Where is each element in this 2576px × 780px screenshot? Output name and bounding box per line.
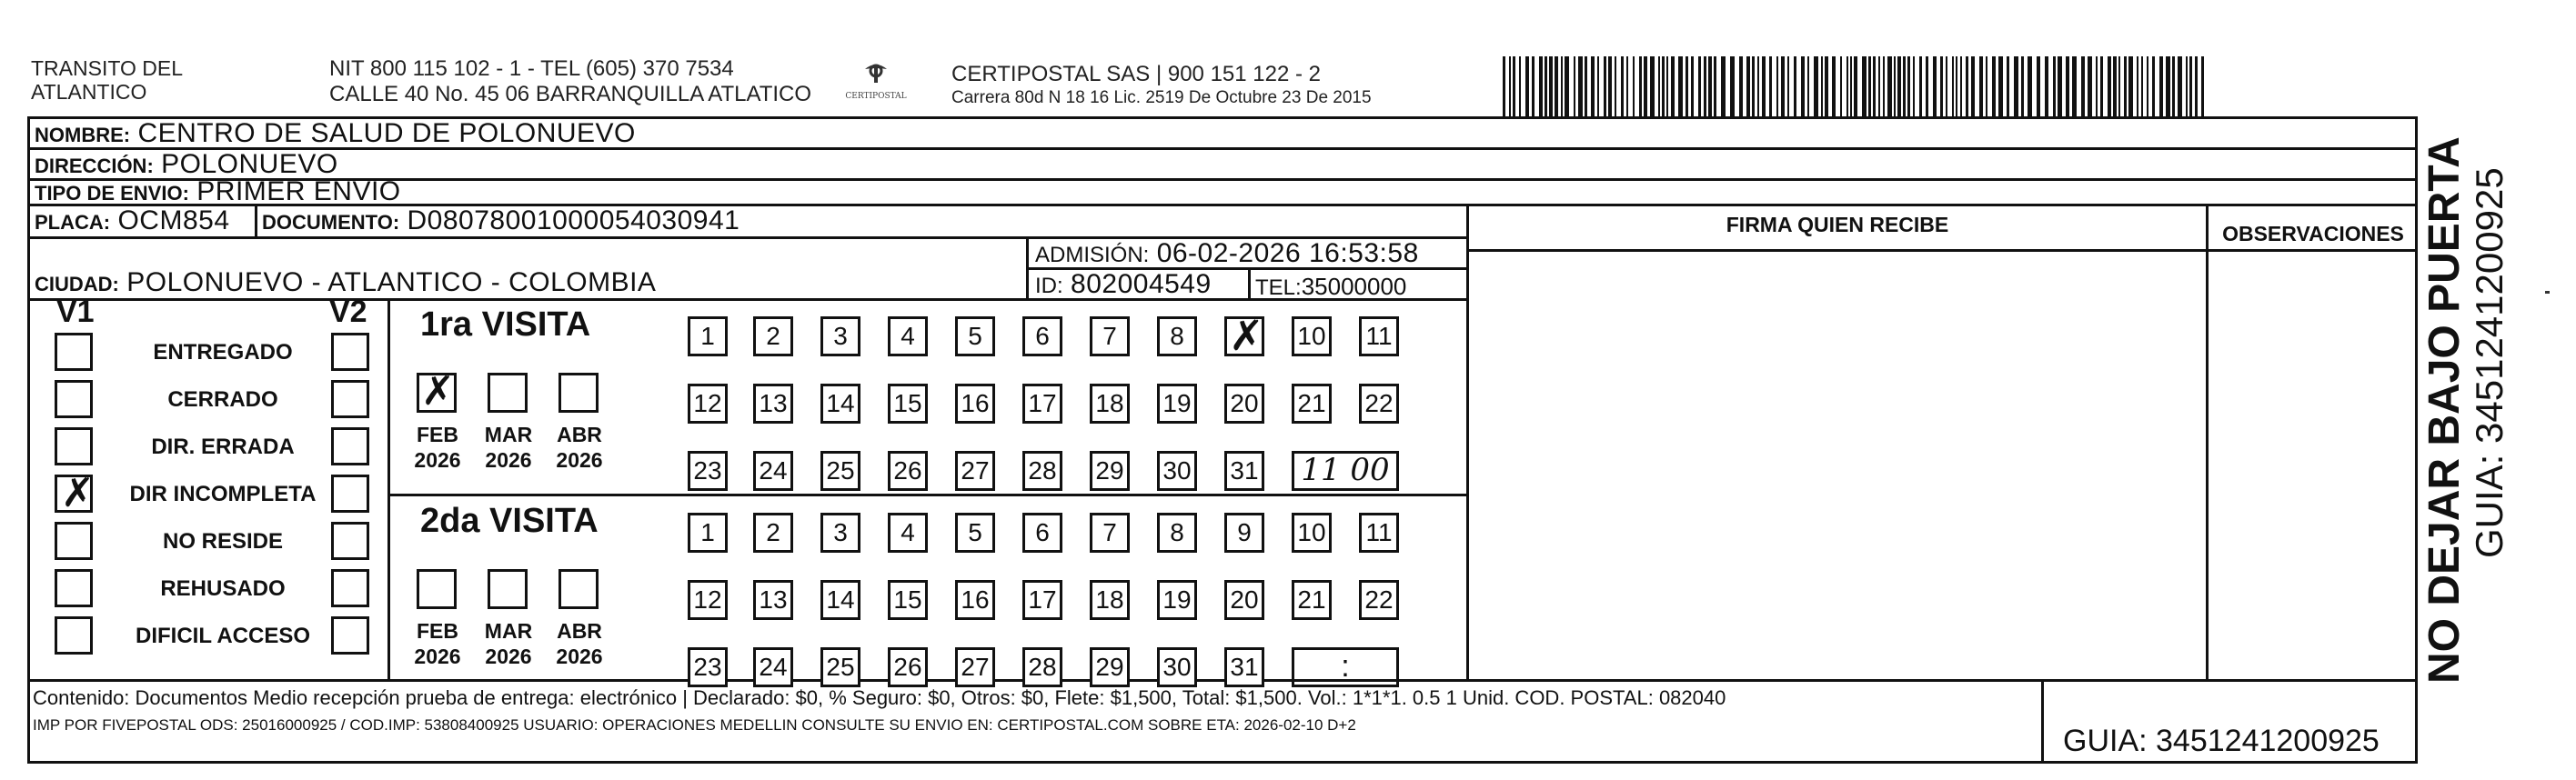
check-mark-icon: ✗	[1229, 311, 1264, 360]
barcode-bar	[2152, 56, 2155, 116]
barcode-bar	[1746, 56, 1750, 116]
day-box[interactable]: 19	[1157, 580, 1197, 620]
admision-cell	[1035, 238, 1419, 271]
day-box[interactable]: 28	[1022, 647, 1062, 687]
status-label: REHUSADO	[160, 576, 286, 601]
barcode-bar	[1825, 56, 1828, 116]
month-label	[410, 422, 465, 473]
check-mark-icon: ✗	[61, 470, 95, 516]
barcode-bar	[2028, 56, 2032, 116]
barcode-bar	[2096, 56, 2098, 116]
barcode-bar	[1585, 56, 1587, 116]
barcode-bar	[1539, 56, 1543, 116]
barcode-bar	[2159, 56, 2163, 116]
barcode-bar	[1608, 56, 1612, 116]
barcode-bar	[1730, 56, 1735, 116]
status-v1-checkbox[interactable]	[55, 427, 93, 465]
barcode-bar	[1666, 56, 1668, 116]
status-v1-checkbox[interactable]	[55, 569, 93, 607]
barcode-bar	[1926, 56, 1928, 116]
day-box[interactable]: 19	[1157, 384, 1197, 424]
day-box[interactable]: 22	[1359, 580, 1399, 620]
month-name: FEB	[417, 619, 458, 643]
day-box[interactable]: 3	[820, 513, 860, 553]
barcode-bar	[1966, 56, 1968, 116]
barcode-bar	[1555, 56, 1558, 116]
day-box[interactable]: 10	[1292, 316, 1332, 356]
barcode-bar	[2007, 56, 2009, 116]
day-box[interactable]: 13	[753, 580, 793, 620]
placa-cell	[35, 205, 230, 238]
barcode-bar	[1626, 56, 1628, 116]
barcode-bar	[1832, 56, 1836, 116]
barcode-bar	[1850, 56, 1852, 116]
barcode-bar	[2147, 56, 2148, 116]
day-box[interactable]: 11	[1359, 316, 1399, 356]
month-name: FEB	[417, 423, 458, 446]
admision-value: 06-02-2026 16:53:58	[1156, 238, 1419, 268]
tipo-envio-label: TIPO DE ENVIO:	[35, 182, 189, 205]
barcode-bar	[2195, 56, 2198, 116]
barcode-bar	[1662, 56, 1665, 116]
day-box[interactable]: 3	[820, 316, 860, 356]
barcode-bar	[1644, 56, 1647, 116]
tipo-envio-value: PRIMER ENVIO	[196, 176, 401, 206]
barcode-bar	[1513, 56, 1515, 116]
barcode-bar	[1685, 56, 1688, 116]
imp-line: IMP POR FIVEPOSTAL ODS: 25016000925 / COD.IMP: 53808400925 USUARIO: OPERACIONES MEDELLIN CONSULTE SU ENVIO EN: CERTIPOSTAL.COM SOBRE ETA: 2026-02-10 D+2	[33, 716, 1356, 734]
day-box[interactable]: 12	[688, 580, 728, 620]
barcode-bar	[1897, 56, 1901, 116]
month-year: 2026	[485, 645, 532, 668]
barcode-bar	[1769, 56, 1772, 116]
barcode-bar	[1821, 56, 1823, 116]
month-checkbox[interactable]	[417, 569, 457, 609]
documento-value: D08078001000054030941	[407, 205, 740, 235]
barcode-bar	[1992, 56, 1996, 116]
day-box[interactable]: 17	[1022, 580, 1062, 620]
month-checkbox[interactable]	[558, 569, 599, 609]
barcode-bar	[1658, 56, 1660, 116]
day-box[interactable]: 30	[1157, 647, 1197, 687]
day-box[interactable]: 27	[955, 647, 995, 687]
month-checkbox[interactable]	[558, 373, 599, 413]
barcode-bar	[2166, 56, 2170, 116]
status-v2-checkbox[interactable]	[331, 333, 369, 371]
barcode-bar	[1986, 56, 1987, 116]
day-box[interactable]: 7	[1090, 316, 1130, 356]
firma-area[interactable]	[1469, 252, 2206, 679]
logo-text: CERTIPOSTAL	[845, 92, 907, 101]
barcode-bar	[2072, 56, 2077, 116]
status-label: DIR. ERRADA	[151, 435, 295, 459]
status-label: DIR INCOMPLETA	[129, 482, 317, 506]
status-v1-checkbox[interactable]	[55, 522, 93, 560]
status-label: CERRADO	[167, 387, 278, 412]
nombre-label: NOMBRE:	[35, 124, 131, 146]
status-label: NO RESIDE	[162, 529, 284, 554]
day-box[interactable]: 8	[1157, 513, 1197, 553]
logo-icon	[858, 60, 894, 87]
barcode-bar	[1757, 56, 1759, 116]
day-box[interactable]: 12	[688, 384, 728, 424]
barcode-bar	[2058, 56, 2062, 116]
barcode-bar	[1591, 56, 1595, 116]
barcode-bar	[1698, 56, 1701, 116]
barcode-bar	[1597, 56, 1599, 116]
barcode-bar	[1714, 56, 1716, 116]
barcode-bar	[2100, 56, 2103, 116]
day-box[interactable]: 4	[888, 316, 928, 356]
barcode-bar	[1704, 56, 1706, 116]
barcode-bar	[1794, 56, 1796, 116]
issuer-address: CALLE 40 No. 45 06 BARRANQUILLA ATLATICO	[329, 82, 812, 106]
barcode-bar	[1940, 56, 1943, 116]
day-box[interactable]: 6	[1022, 316, 1062, 356]
day-box[interactable]: 21	[1292, 580, 1332, 620]
tel-cell	[1255, 271, 1406, 304]
day-box[interactable]: 1	[688, 316, 728, 356]
day-box[interactable]: 26	[888, 451, 928, 491]
status-v1-checkbox[interactable]	[55, 380, 93, 418]
barcode-bar	[2201, 56, 2204, 116]
barcode-bar	[2118, 56, 2120, 116]
issuer-name-line1: TRANSITO DEL	[31, 56, 183, 80]
barcode	[1503, 56, 2212, 120]
issuer-nit: NIT 800 115 102 - 1 - TEL (605) 370 7534	[329, 56, 734, 81]
status-v2-checkbox[interactable]	[331, 475, 369, 513]
barcode-bar	[1846, 56, 1848, 116]
day-box[interactable]: 5	[955, 316, 995, 356]
barcode-bar	[2037, 56, 2040, 116]
status-label: DIFICIL ACCESO	[135, 624, 310, 648]
day-box[interactable]: 20	[1224, 384, 1264, 424]
barcode-bar	[2088, 56, 2092, 116]
status-v2-checkbox[interactable]	[331, 569, 369, 607]
barcode-bar	[1762, 56, 1766, 116]
day-box[interactable]: 13	[753, 384, 793, 424]
barcode-bar	[1868, 56, 1871, 116]
barcode-bar	[1549, 56, 1553, 116]
visit-title: 1ra VISITA	[420, 305, 591, 344]
barcode-bar	[1801, 56, 1805, 116]
day-box[interactable]	[1224, 311, 1264, 360]
barcode-bar	[1840, 56, 1842, 116]
day-box[interactable]: 16	[955, 384, 995, 424]
day-box[interactable]: 1	[688, 513, 728, 553]
barcode-bar	[1781, 56, 1785, 116]
barcode-bar	[1519, 56, 1521, 116]
month-year: 2026	[414, 448, 461, 472]
month-year: 2026	[485, 448, 532, 472]
documento-cell	[262, 205, 740, 238]
issuer-name-line2: ATLANTICO	[31, 80, 147, 104]
barcode-bar	[1946, 56, 1947, 116]
status-v1-checkbox[interactable]	[55, 616, 93, 655]
day-box[interactable]: 14	[820, 384, 860, 424]
day-box[interactable]: 23	[688, 647, 728, 687]
nombre-row	[35, 118, 636, 151]
day-box[interactable]: 31	[1224, 451, 1264, 491]
day-box[interactable]: 15	[888, 580, 928, 620]
month-year: 2026	[556, 448, 603, 472]
barcode-bar	[1878, 56, 1880, 116]
id-cell	[1035, 269, 1212, 302]
admision-label: ADMISIÓN:	[1035, 243, 1150, 267]
time-box[interactable]: :	[1292, 647, 1399, 687]
side-text	[2421, 0, 2512, 684]
month-year: 2026	[556, 645, 603, 668]
placa-value: OCM854	[117, 205, 230, 235]
status-v2-checkbox[interactable]	[331, 522, 369, 560]
footer-guia: GUIA: 3451241200925	[2063, 724, 2380, 758]
status-label: ENTREGADO	[153, 340, 293, 365]
barcode-bar	[1604, 56, 1606, 116]
visit-title: 2da VISITA	[420, 502, 599, 540]
barcode-bar	[1913, 56, 1915, 116]
id-label: ID:	[1035, 274, 1063, 298]
tel-label: TEL:	[1255, 275, 1302, 300]
month-checkbox[interactable]	[417, 368, 457, 415]
barcode-bar	[2113, 56, 2117, 116]
observaciones-area[interactable]	[2209, 252, 2418, 679]
barcode-bar	[1650, 56, 1655, 116]
barcode-bar	[2066, 56, 2069, 116]
barcode-bar	[1960, 56, 1962, 116]
day-box[interactable]: 15	[888, 384, 928, 424]
day-box[interactable]: 21	[1292, 384, 1332, 424]
direccion-value: POLONUEVO	[161, 149, 338, 179]
day-box[interactable]: 22	[1359, 384, 1399, 424]
barcode-bar	[2178, 56, 2182, 116]
barcode-bar	[1933, 56, 1937, 116]
barcode-bar	[1739, 56, 1743, 116]
month-name: MAR	[484, 423, 533, 446]
barcode-bar	[1615, 56, 1616, 116]
day-box[interactable]: 2	[753, 513, 793, 553]
month-label	[481, 422, 536, 473]
day-box[interactable]: 11	[1359, 513, 1399, 553]
day-box[interactable]: 6	[1022, 513, 1062, 553]
barcode-bar	[1525, 56, 1529, 116]
side-guia: GUIA: 3451241200925	[2468, 167, 2511, 558]
barcode-bar	[1998, 56, 2003, 116]
day-box[interactable]: 26	[888, 647, 928, 687]
day-box[interactable]: 20	[1224, 580, 1264, 620]
tel-value: 35000000	[1301, 273, 1407, 300]
barcode-bar	[2137, 56, 2138, 116]
barcode-bar	[1503, 56, 1505, 116]
barcode-bar	[1509, 56, 1511, 116]
day-box[interactable]: 29	[1090, 451, 1130, 491]
barcode-bar	[1919, 56, 1922, 116]
day-box[interactable]: 24	[753, 647, 793, 687]
status-v1-checkbox[interactable]	[55, 333, 93, 371]
stray-mark	[2545, 291, 2550, 294]
day-box[interactable]: 10	[1292, 513, 1332, 553]
barcode-bar	[1574, 56, 1575, 116]
day-box[interactable]: 25	[820, 647, 860, 687]
barcode-bar	[1532, 56, 1535, 116]
barcode-bar	[2081, 56, 2085, 116]
tipo-envio-row	[35, 176, 401, 209]
barcode-bar	[1578, 56, 1583, 116]
day-box[interactable]: 14	[820, 580, 860, 620]
barcode-bar	[2172, 56, 2175, 116]
day-box[interactable]: 18	[1090, 580, 1130, 620]
month-label	[410, 618, 465, 669]
barcode-bar	[1633, 56, 1635, 116]
month-name: ABR	[557, 423, 602, 446]
barcode-bar	[1956, 56, 1957, 116]
carrier-details	[951, 62, 1372, 109]
barcode-bar	[2189, 56, 2192, 116]
barcode-bar	[1639, 56, 1642, 116]
barcode-bar	[1979, 56, 1983, 116]
barcode-bar	[1708, 56, 1712, 116]
day-box[interactable]: 7	[1090, 513, 1130, 553]
day-box[interactable]: 24	[753, 451, 793, 491]
barcode-bar	[1565, 56, 1569, 116]
day-box[interactable]: 29	[1090, 647, 1130, 687]
issuer-details	[329, 56, 811, 107]
side-warning: NO DEJAR BAJO PUERTA	[2420, 136, 2469, 684]
day-box[interactable]: 18	[1090, 384, 1130, 424]
v2-header: V2	[329, 295, 367, 329]
barcode-bar	[1887, 56, 1892, 116]
observaciones-header: OBSERVACIONES	[2222, 222, 2404, 245]
barcode-bar	[2045, 56, 2048, 116]
month-checkbox[interactable]	[488, 373, 528, 413]
placa-label: PLACA:	[35, 211, 111, 234]
barcode-bar	[1862, 56, 1867, 116]
day-box[interactable]: 16	[955, 580, 995, 620]
ciudad-label: CIUDAD:	[35, 273, 119, 295]
month-name: MAR	[484, 619, 533, 643]
documento-label: DOCUMENTO:	[262, 211, 400, 234]
barcode-bar	[1776, 56, 1778, 116]
barcode-bar	[2021, 56, 2024, 116]
month-label	[481, 618, 536, 669]
barcode-bar	[2108, 56, 2111, 116]
day-box[interactable]: 31	[1224, 647, 1264, 687]
barcode-bar	[1814, 56, 1818, 116]
day-box[interactable]: 17	[1022, 384, 1062, 424]
barcode-bar	[1691, 56, 1694, 116]
barcode-bar	[1873, 56, 1876, 116]
barcode-bar	[1971, 56, 1975, 116]
barcode-bar	[1545, 56, 1547, 116]
barcode-bar	[2141, 56, 2143, 116]
day-box[interactable]: 4	[888, 513, 928, 553]
ciudad-value: POLONUEVO - ATLANTICO - COLOMBIA	[126, 267, 657, 297]
status-v2-checkbox[interactable]	[331, 427, 369, 465]
firma-header: FIRMA QUIEN RECIBE	[1726, 213, 1949, 236]
day-box[interactable]: 9	[1224, 513, 1264, 553]
day-box[interactable]: 25	[820, 451, 860, 491]
barcode-bar	[1952, 56, 1954, 116]
v1-header: V1	[56, 295, 95, 329]
issuer-name	[31, 56, 183, 104]
barcode-bar	[1894, 56, 1896, 116]
day-box[interactable]: 2	[753, 316, 793, 356]
barcode-bar	[1883, 56, 1885, 116]
carrier-name: CERTIPOSTAL SAS | 900 151 122 - 2	[951, 62, 1321, 86]
direccion-label: DIRECCIÓN:	[35, 155, 154, 177]
barcode-bar	[1671, 56, 1675, 116]
day-box[interactable]: 27	[955, 451, 995, 491]
month-name: ABR	[557, 619, 602, 643]
barcode-bar	[1621, 56, 1624, 116]
barcode-bar	[1721, 56, 1726, 116]
barcode-bar	[2053, 56, 2056, 116]
certipostal-logo	[835, 60, 917, 105]
nombre-value: CENTRO DE SALUD DE POLONUEVO	[137, 118, 636, 148]
barcode-bar	[1903, 56, 1906, 116]
month-year: 2026	[414, 645, 461, 668]
day-box[interactable]: 5	[955, 513, 995, 553]
status-v2-checkbox[interactable]	[331, 380, 369, 418]
month-label	[552, 618, 607, 669]
status-v1-checkbox[interactable]	[55, 470, 95, 516]
day-box[interactable]: 8	[1157, 316, 1197, 356]
month-checkbox[interactable]	[488, 569, 528, 609]
contenido-line: Contenido: Documentos Medio recepción prueba de entrega: electrónico | Declarado: $0, % Seguro: $0, Otros: $0, Flete: $1,500, Total: $1,500. Vol.: 1*1*1. 0.5 1 Unid. COD. POSTAL: 082040	[33, 686, 1726, 709]
barcode-bar	[2186, 56, 2188, 116]
day-box[interactable]: 30	[1157, 451, 1197, 491]
barcode-bar	[1752, 56, 1755, 116]
time-box[interactable]: 11 00	[1292, 451, 1399, 491]
barcode-bar	[1787, 56, 1789, 116]
barcode-bar	[1807, 56, 1809, 116]
barcode-bar	[1907, 56, 1910, 116]
month-label	[552, 422, 607, 473]
barcode-bar	[1854, 56, 1857, 116]
check-mark-icon: ✗	[421, 368, 455, 415]
barcode-bar	[2128, 56, 2133, 116]
day-box[interactable]: 28	[1022, 451, 1062, 491]
id-value: 802004549	[1071, 269, 1212, 299]
barcode-bar	[1678, 56, 1683, 116]
carrier-license: Carrera 80d N 18 16 Lic. 2519 De Octubre 23 De 2015	[951, 88, 1372, 107]
barcode-bar	[2124, 56, 2127, 116]
barcode-bar	[2014, 56, 2018, 116]
day-box[interactable]: 23	[688, 451, 728, 491]
status-v2-checkbox[interactable]	[331, 616, 369, 655]
barcode-bar	[1561, 56, 1563, 116]
